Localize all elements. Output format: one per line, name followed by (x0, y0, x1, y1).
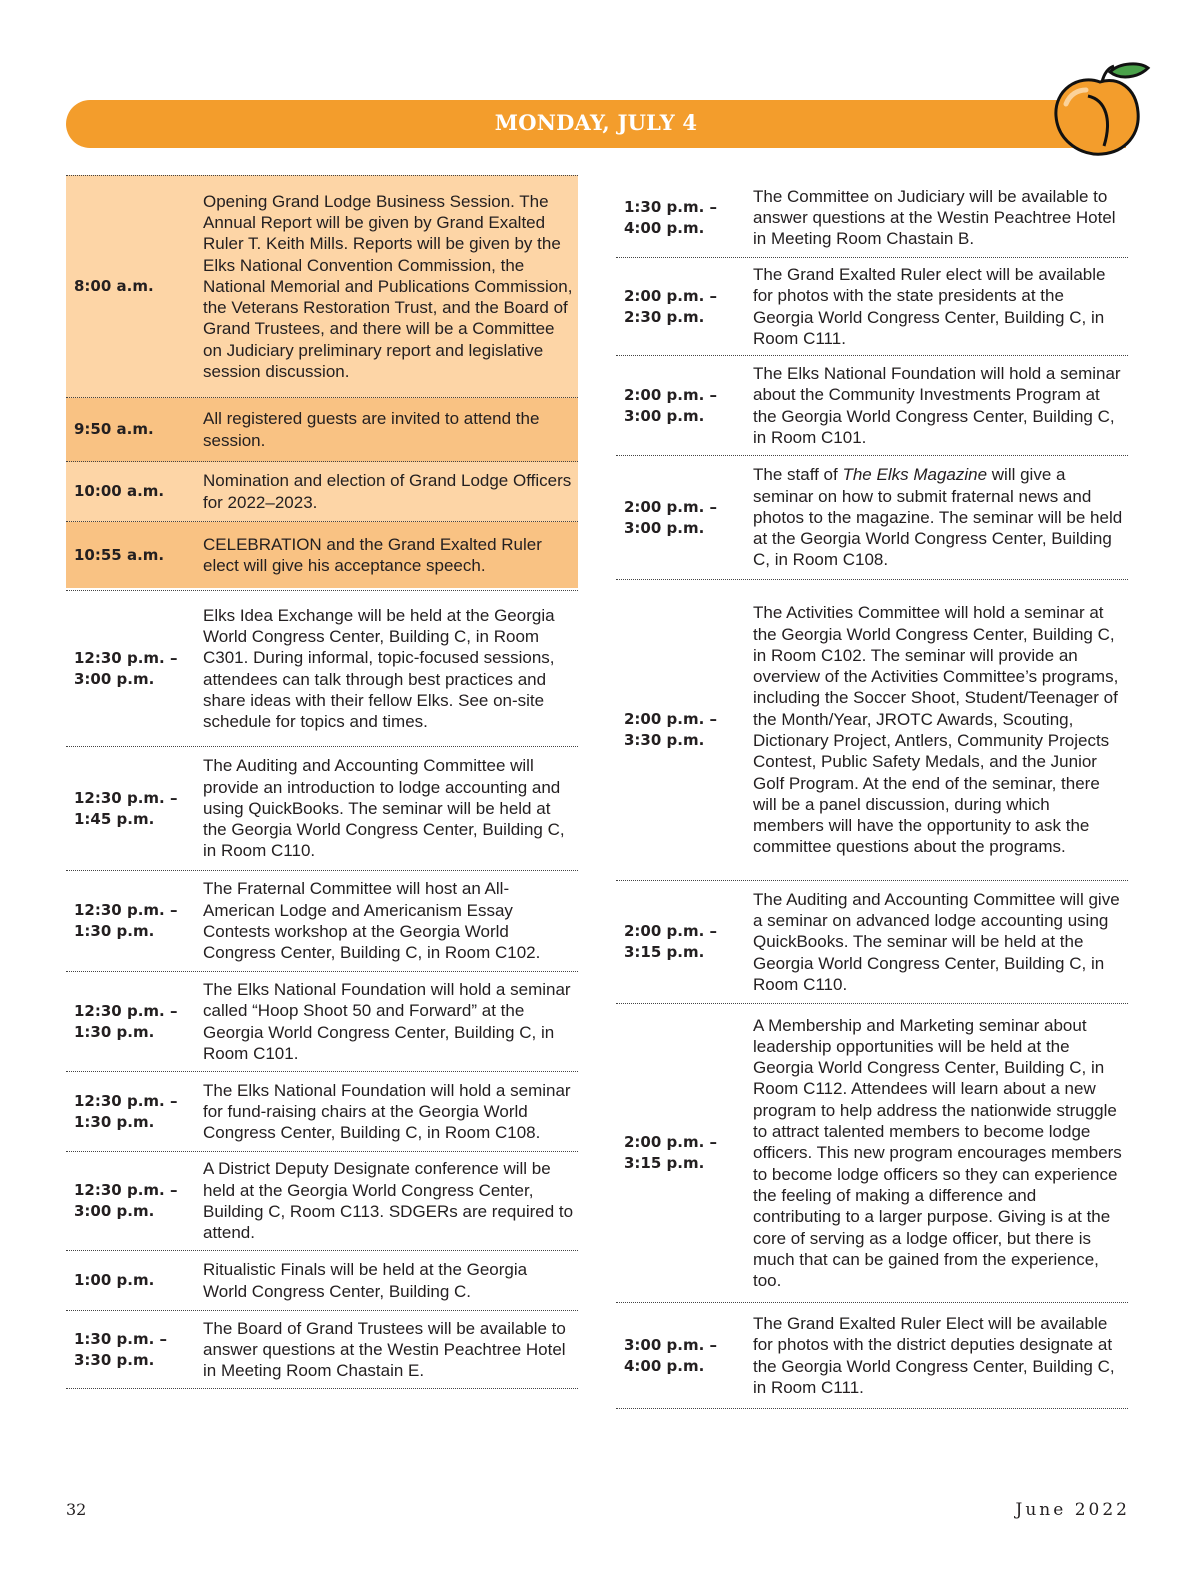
schedule-row (66, 972, 578, 1072)
desc-text: will give a seminar on how to submit fraternal news and photos to the magazine. The seminar will be held at the Georgia World Congress Center, Building C, in Room C108. (753, 465, 1123, 570)
session-description: Opening Grand Lodge Business Session. The Annual Report will be given by Grand Exalted Ruler T. Keith Mills. Reports will be given by the Elks National Convention Commission, the National Memorial and Publications Commission, the Veterans Restoration Trust, and the Board of Grand Trustees, and there will be a Committee on Judiciary preliminary report and legislative session discussion. (203, 191, 573, 382)
schedule-row (66, 747, 578, 871)
session-description: The Committee on Judiciary will be available to answer questions at the Westin Peachtree Hotel in Meeting Room Chastain B. (753, 186, 1116, 249)
session-time: 12:30 p.m. – 1:30 p.m. (74, 1091, 178, 1131)
day-banner (66, 100, 1126, 148)
session-time: 1:00 p.m. (74, 1271, 155, 1289)
desc-text: The staff of (753, 465, 843, 485)
session-description: The Fraternal Committee will host an All-American Lodge and Americanism Essay Contests workshop at the Georgia World Congress Center, Building C, in Room C102. (203, 879, 541, 963)
day-title: MONDAY, JULY 4 (494, 110, 698, 135)
session-description: The Activities Committee will hold a seminar at the Georgia World Congress Center, Building C, in Room C102. The seminar will provide an overview of the Activities Committee’s programs, including the Soccer Shoot, Student/Teenager of the Month/Year, JROTC Awards, Scouting, Dictionary Project, Antlers, Community Projects Contest, Public Safety Medals, and the Junior Golf Program. At the end of the seminar, there will be a panel discussion, during which members will have the opportunity to ask the committee questions about the programs. (753, 603, 1119, 857)
session-time: 10:00 a.m. (74, 482, 165, 500)
schedule-row (616, 1004, 1128, 1303)
session-time: 10:55 a.m. (74, 545, 165, 564)
session-description: The Grand Exalted Ruler Elect will be available for photos with the district deputies designate at the Georgia World Congress Center, Building C, in Room C111. (753, 1313, 1115, 1397)
schedule-row (66, 462, 578, 522)
session-time: 2:00 p.m. – 2:30 p.m. (624, 286, 718, 326)
session-time: 9:50 a.m. (74, 420, 154, 438)
session-time: 3:00 p.m. – 4:00 p.m. (624, 1335, 718, 1375)
session-time: 12:30 p.m. – 1:30 p.m. (74, 901, 178, 940)
session-description: The Elks National Foundation will hold a seminar about the Community Investments Program at the Georgia World Congress Center, Building C, in Room C101. (753, 363, 1121, 447)
schedule-row (66, 1072, 578, 1152)
session-time: 2:00 p.m. – 3:15 p.m. (624, 1133, 718, 1172)
schedule-row (616, 1303, 1128, 1409)
schedule-row (66, 1152, 578, 1251)
peach-icon (1048, 60, 1152, 160)
session-time: 12:30 p.m. – 3:00 p.m. (74, 1181, 178, 1220)
magazine-title: The Elks Magazine (842, 465, 988, 485)
session-time: 8:00 a.m. (74, 277, 154, 295)
issue-date: June 2022 (1015, 1500, 1130, 1520)
schedule-row (66, 1311, 578, 1389)
session-description: Nomination and election of Grand Lodge Officers for 2022–2023. (203, 471, 572, 512)
session-description: Ritualistic Finals will be held at the Georgia World Congress Center, Building C. (203, 1260, 528, 1301)
session-description: A District Deputy Designate conference will be held at the Georgia World Congress Center, Building C, Room C113. SDGERs are required to attend. (203, 1159, 574, 1243)
page-number: 32 (66, 1500, 87, 1519)
schedule-row (616, 881, 1128, 1004)
session-description: The Elks National Foundation will hold a seminar called “Hoop Shoot 50 and Forward” at the Georgia World Congress Center, Building C, in Room C101. (203, 979, 571, 1063)
session-time: 2:00 p.m. – 3:00 p.m. (624, 385, 718, 425)
schedule-row (616, 356, 1128, 456)
session-description: CELEBRATION and the Grand Exalted Ruler elect will give his acceptance speech. (203, 534, 542, 575)
schedule-row (66, 398, 578, 462)
schedule-row (616, 258, 1128, 356)
session-time: 12:30 p.m. – 1:45 p.m. (74, 788, 178, 828)
session-description: Elks Idea Exchange will be held at the Georgia World Congress Center, Building C, in Room C301. During informal, topic-focused sessions, attendees can talk through best practices and share ideas with their fellow Elks. See on-site schedule for topics and times. (203, 605, 555, 732)
schedule-row (616, 456, 1128, 580)
schedule-row (616, 580, 1128, 881)
schedule-row (66, 522, 578, 588)
session-description: A Membership and Marketing seminar about leadership opportunities will be held at the Georgia World Congress Center, Building C, in Room C112. Attendees will learn about a new program to help address the nationwide struggle to attract talented members to become lodge officers. This new program encourages members to become lodge officers so they can experience the feeling of making a difference and contributing to a larger purpose. Giving is at the core of serving as a lodge officer, but there is much that can be gained from the experience, too. (753, 1015, 1122, 1291)
schedule-row (66, 590, 578, 747)
schedule-row (66, 1251, 578, 1311)
session-description: The Auditing and Accounting Committee will provide an introduction to lodge accounting and using QuickBooks. The seminar will be held at the Georgia World Congress Center, Building C, in Room C110. (203, 756, 565, 861)
session-time: 1:30 p.m. – 3:30 p.m. (74, 1329, 168, 1369)
session-time: 12:30 p.m. – 3:00 p.m. (74, 648, 178, 688)
session-description (753, 456, 1125, 579)
session-description: The Grand Exalted Ruler elect will be available for photos with the state presidents at the Georgia World Congress Center, Building C, in Room C111. (753, 264, 1106, 348)
session-description: All registered guests are invited to attend the session. (203, 409, 540, 450)
schedule-row (66, 175, 578, 398)
session-description: The Board of Grand Trustees will be available to answer questions at the Westin Peachtree Hotel in Meeting Room Chastain E. (203, 1318, 566, 1381)
session-time: 12:30 p.m. – 1:30 p.m. (74, 1001, 178, 1041)
session-time: 2:00 p.m. – 3:00 p.m. (624, 497, 718, 537)
schedule-row (616, 178, 1128, 258)
schedule-row (66, 871, 578, 972)
session-description: The Elks National Foundation will hold a seminar for fund-raising chairs at the Georgia World Congress Center, Building C, in Room C108. (203, 1080, 571, 1143)
session-time: 2:00 p.m. – 3:30 p.m. (624, 710, 718, 749)
session-time: 2:00 p.m. – 3:15 p.m. (624, 922, 718, 961)
session-time: 1:30 p.m. – 4:00 p.m. (624, 197, 718, 237)
session-description: The Auditing and Accounting Committee will give a seminar on advanced lodge accounting using QuickBooks. The seminar will be held at the Georgia World Congress Center, Building C, in Room C110. (753, 889, 1120, 994)
